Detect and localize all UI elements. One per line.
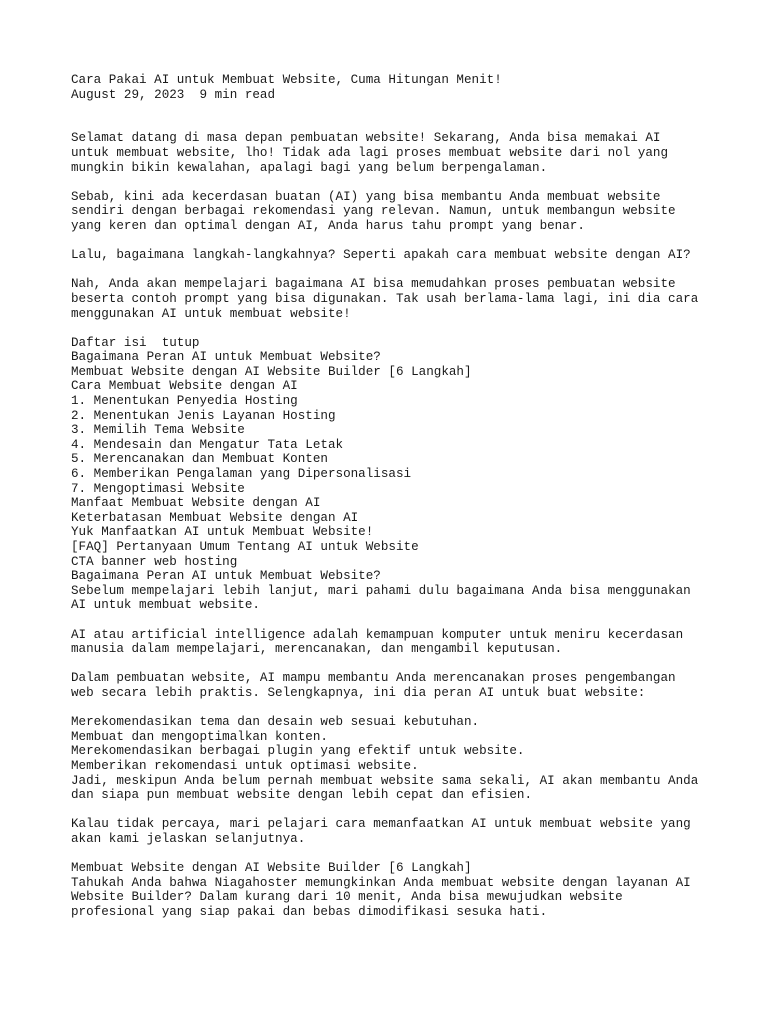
text-line: Sebab, kini ada kecerdasan buatan (AI) yang bisa membantu Anda membuat website — [71, 189, 661, 204]
toc-item: 6. Memberikan Pengalaman yang Dipersonalisasi — [71, 467, 412, 482]
list-item: Memberikan rekomendasi untuk optimasi website. — [71, 758, 419, 773]
intro-paragraph — [71, 190, 731, 234]
list-item: Merekomendasikan berbagai plugin yang efektif untuk website. — [71, 744, 525, 759]
spacer — [71, 234, 731, 249]
list-item: Membuat dan mengoptimalkan konten. — [71, 729, 328, 744]
spacer — [71, 263, 731, 278]
text-line: Website Builder? Dalam kurang dari 10 menit, Anda bisa mewujudkan website — [71, 890, 623, 905]
text-line: AI atau artificial intelligence adalah kemampuan komputer untuk meniru kecerdasan — [71, 627, 684, 642]
toc-item: 1. Menentukan Penyedia Hosting — [71, 394, 298, 409]
body-paragraph — [71, 628, 731, 657]
spacer — [71, 175, 731, 190]
toc-item: 2. Menentukan Jenis Layanan Hosting — [71, 408, 336, 423]
section-heading: Membuat Website dengan AI Website Builder [6 Langkah] — [71, 861, 472, 876]
text-line: dan siapa pun membuat website dengan lebih cepat dan efisien. — [71, 788, 533, 803]
section-heading: Bagaimana Peran AI untuk Membuat Website? — [71, 569, 381, 584]
table-of-contents — [71, 350, 731, 569]
article-body — [71, 73, 731, 919]
text-line: yang keren dan optimal dengan AI, Anda harus tahu prompt yang benar. — [71, 218, 585, 233]
toc-header: Daftar isi tutup — [71, 335, 200, 350]
text-line: untuk membuat website, lho! Tidak ada lagi proses membuat website dari nol yang — [71, 145, 669, 160]
text-line: Jadi, meskipun Anda belum pernah membuat website sama sekali, AI akan membantu Anda — [71, 773, 699, 788]
text-line: profesional yang siap pakai dan bebas dimodifikasi sesuka hati. — [71, 904, 548, 919]
toc-item: Membuat Website dengan AI Website Builder [6 Langkah] — [71, 364, 472, 379]
text-line: Dalam pembuatan website, AI mampu membantu Anda merencanakan proses pengembangan — [71, 671, 676, 686]
list-item: Merekomendasikan tema dan desain web sesuai kebutuhan. — [71, 715, 480, 730]
body-paragraph — [71, 774, 731, 803]
body-paragraph — [71, 671, 731, 700]
spacer — [71, 701, 731, 716]
text-line: Lalu, bagaimana langkah-langkahnya? Seperti apakah cara membuat website dengan AI? — [71, 248, 691, 263]
toc-item: Yuk Manfaatkan AI untuk Membuat Website! — [71, 525, 374, 540]
text-line: manusia dalam mempelajari, merencanakan, dan mengambil keputusan. — [71, 642, 563, 657]
text-line: AI untuk membuat website. — [71, 598, 260, 613]
toc-item: 5. Merencanakan dan Membuat Konten — [71, 452, 328, 467]
body-paragraph — [71, 817, 731, 846]
intro-paragraph — [71, 131, 731, 175]
article-meta: August 29, 2023 9 min read — [71, 87, 276, 102]
intro-paragraph — [71, 277, 731, 321]
text-line: mungkin bikin kewalahan, apalagi bagi yang belum berpengalaman. — [71, 160, 548, 175]
toc-item: Keterbatasan Membuat Website dengan AI — [71, 510, 359, 525]
spacer — [71, 803, 731, 818]
article-title: Cara Pakai AI untuk Membuat Website, Cuma Hitungan Menit! — [71, 73, 502, 87]
toc-item: 4. Mendesain dan Mengatur Tata Letak — [71, 437, 344, 452]
text-line: beserta contoh prompt yang bisa digunakan. Tak usah berlama-lama lagi, ini dia cara — [71, 291, 699, 306]
toc-item: Cara Membuat Website dengan AI — [71, 379, 298, 394]
roles-list — [71, 715, 731, 773]
text-line: sendiri dengan berbagai rekomendasi yang relevan. Namun, untuk membangun website — [71, 204, 676, 219]
text-line: Sebelum mempelajari lebih lanjut, mari pahami dulu bagaimana Anda bisa menggunakan — [71, 583, 691, 598]
spacer — [71, 657, 731, 672]
text-line: Selamat datang di masa depan pembuatan website! Sekarang, Anda bisa memakai AI — [71, 131, 661, 146]
text-line: Nah, Anda akan mempelajari bagaimana AI bisa memudahkan proses pembuatan website — [71, 277, 676, 292]
text-line: Tahukah Anda bahwa Niagahoster memungkinkan Anda membuat website dengan layanan AI — [71, 875, 691, 890]
text-line: akan kami jelaskan selanjutnya. — [71, 831, 306, 846]
toc-item: Bagaimana Peran AI untuk Membuat Website? — [71, 350, 381, 365]
intro-paragraph — [71, 248, 731, 263]
spacer — [71, 102, 731, 131]
toc-item: 3. Memilih Tema Website — [71, 423, 245, 438]
toc-item: CTA banner web hosting — [71, 554, 238, 569]
body-paragraph — [71, 584, 731, 613]
spacer — [71, 846, 731, 861]
text-line: menggunakan AI untuk membuat website! — [71, 306, 351, 321]
toc-item: 7. Mengoptimasi Website — [71, 481, 245, 496]
text-line: web secara lebih praktis. Selengkapnya, ini dia peran AI untuk buat website: — [71, 685, 646, 700]
body-paragraph — [71, 876, 731, 920]
spacer — [71, 613, 731, 628]
toc-item: Manfaat Membuat Website dengan AI — [71, 496, 321, 511]
toc-item: [FAQ] Pertanyaan Umum Tentang AI untuk Website — [71, 540, 419, 554]
spacer — [71, 321, 731, 336]
text-line: Kalau tidak percaya, mari pelajari cara memanfaatkan AI untuk membuat website yang — [71, 817, 691, 832]
